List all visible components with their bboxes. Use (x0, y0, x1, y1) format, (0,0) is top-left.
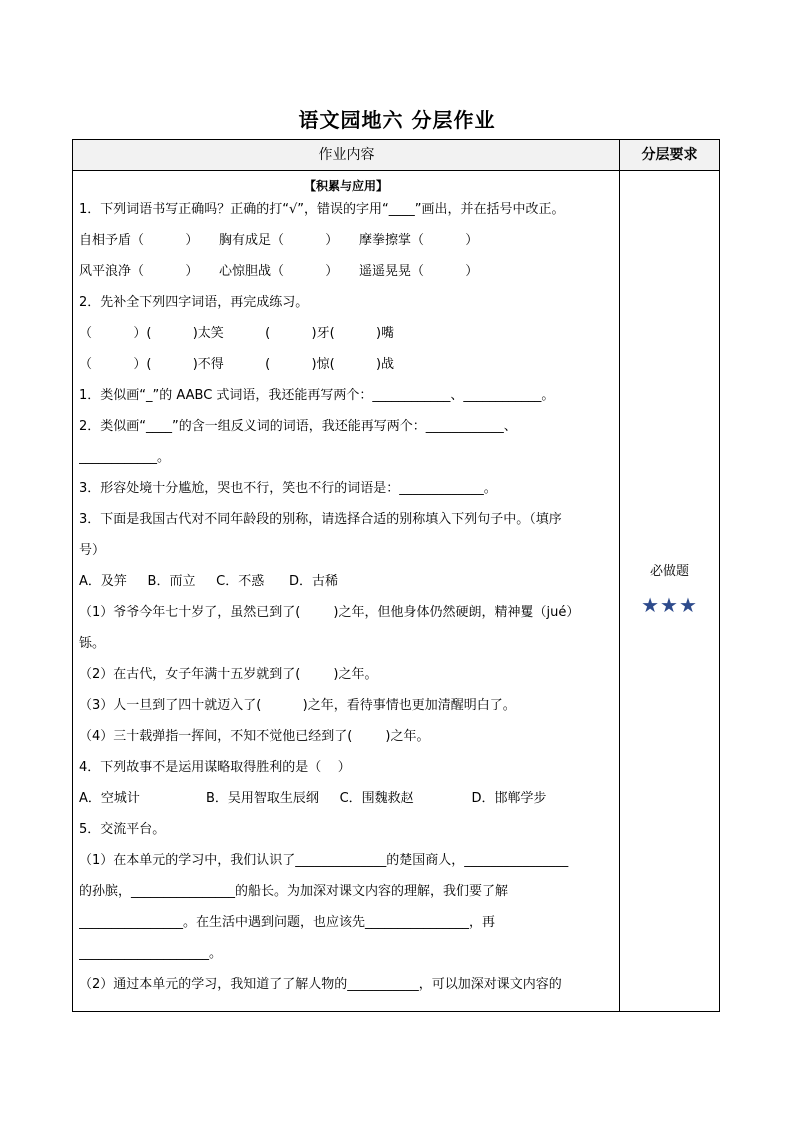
content-line: （2）在古代，女子年满十五岁就到了( )之年。 (79, 667, 378, 682)
content-line: ________________。在生活中遇到问题，也应该先________________，再 (79, 915, 496, 930)
content-line: （ ）( )不得 ( )惊( )战 (79, 357, 395, 372)
section-heading: 【积累与应用】 (303, 179, 388, 193)
content-line: 2．类似画“____”的含一组反义词的词语，我还能再写两个：____________、 (79, 419, 517, 434)
content-line: （2）通过本单元的学习，我知道了了解人物的___________，可以加深对课文内容的 (79, 977, 562, 992)
content-line: 2．先补全下列四字词语，再完成练习。 (79, 295, 309, 310)
table-header-row (73, 140, 719, 171)
content-line: （1）在本单元的学习中，我们认识了______________的楚国商人，________________ (79, 853, 569, 868)
content-line: ____________________。 (79, 946, 223, 961)
content-line: A．及笄 B．而立 C．不惑 D．古稀 (79, 574, 339, 589)
content-line: 1．类似画“_”的 AABC 式词语，我还能再写两个：____________、____________。 (79, 388, 555, 403)
content-line: 铄。 (79, 636, 106, 651)
content-line: 自相予盾（ ） 胸有成足（ ） 摩拳擦掌（ ） (79, 233, 479, 248)
content-line: （4）三十载弹指一挥间，不知不觉他已经到了( )之年。 (79, 729, 430, 744)
content-line: （3）人一旦到了四十就迈入了( )之年，看待事情也更加清醒明白了。 (79, 698, 516, 713)
homework-table (72, 139, 720, 1012)
content-line: 风平浪净（ ） 心惊胆战（ ） 遥遥晃晃（ ） (79, 264, 479, 279)
content-line: （1）爷爷今年七十岁了，虽然已到了( )之年，但他身体仍然硬朗，精神矍（jué） (79, 605, 580, 620)
content-line: 3．下面是我国古代对不同年龄段的别称，请选择合适的别称填入下列句子中。（填序 (79, 512, 562, 527)
page-title: 语文园地六 分层作业 (298, 108, 496, 132)
content-line: 的孙膑，________________的船长。为加深对课文内容的理解，我们要了解 (79, 884, 509, 899)
content-line: 号） (79, 543, 106, 558)
content-line: A．空城计 B．吴用智取生辰纲 C．围魏救赵 D．邯郸学步 (79, 791, 547, 806)
content-line: （ ）( )太笑 ( )牙( )嘴 (79, 326, 395, 341)
homework-content-cell (79, 177, 613, 1006)
content-line: 1．下列词语书写正确吗？正确的打“√”，错误的字用“____”画出，并在括号中改正。 (79, 202, 565, 217)
required-label: 必做题 (649, 564, 689, 579)
content-line: 4．下列故事不是运用谋略取得胜利的是（ ） (79, 760, 351, 775)
header-requirement-cell: 分层要求 (641, 147, 698, 163)
content-line: ____________。 (79, 450, 171, 465)
requirement-cell (620, 560, 719, 617)
star-rating-icon: ★★★ (641, 593, 698, 617)
content-line: 3．形容处境十分尴尬，哭也不行，笑也不行的词语是：_____________。 (79, 481, 497, 496)
content-line: 5．交流平台。 (79, 822, 166, 837)
header-content-cell: 作业内容 (318, 147, 375, 163)
